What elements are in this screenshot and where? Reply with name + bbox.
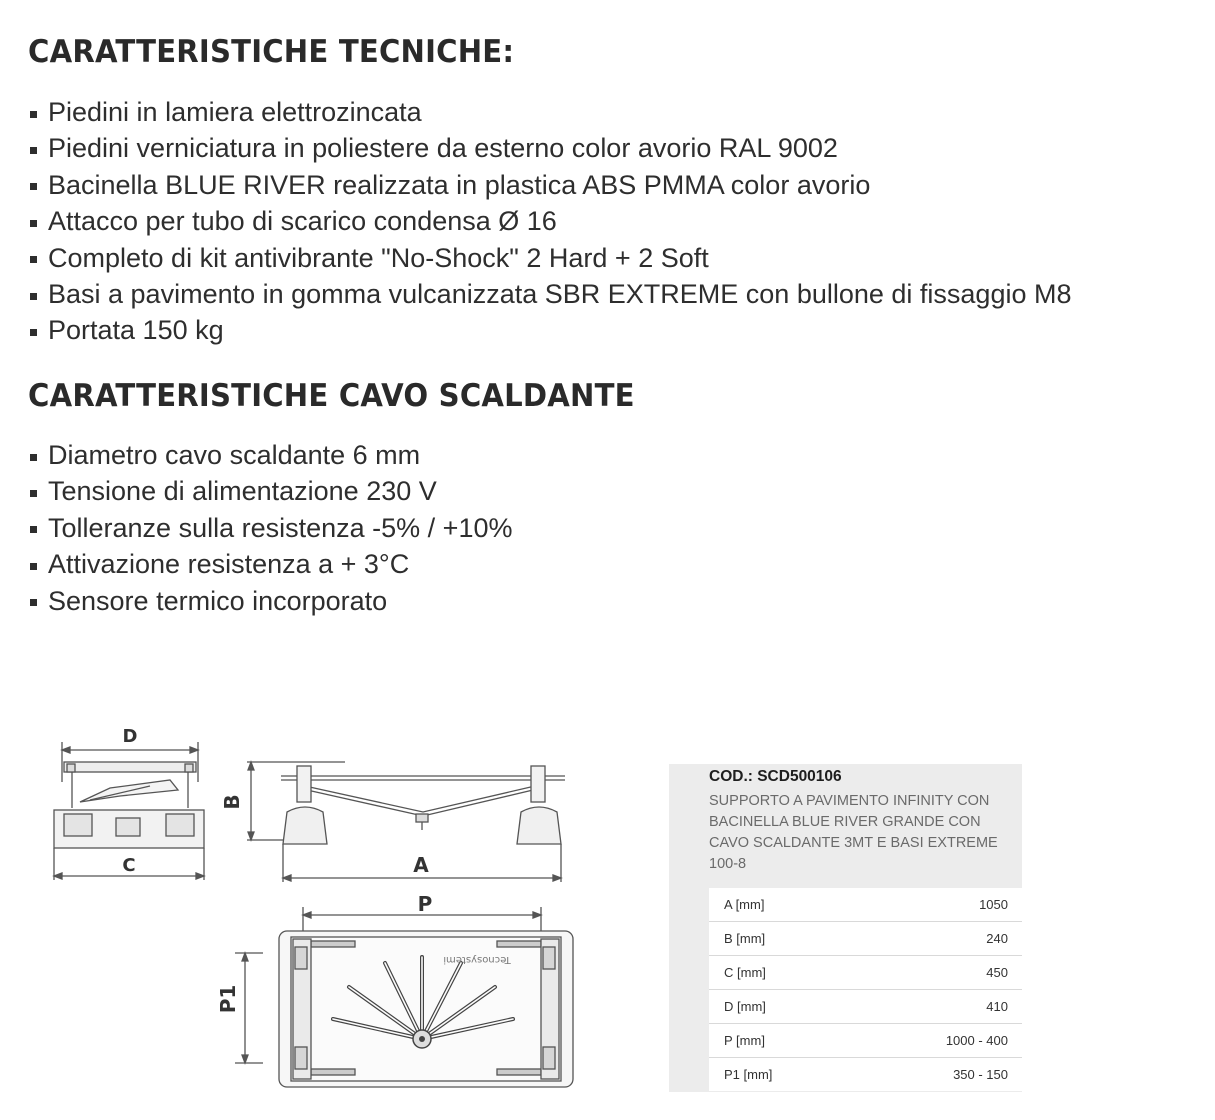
product-code: COD.: SCD500106	[709, 768, 842, 785]
bullet-icon	[30, 293, 37, 300]
tech-feature-item	[28, 276, 1071, 312]
cable-feature-item	[28, 473, 512, 509]
tech-feature-item	[28, 167, 1071, 203]
dim-label-b: B	[220, 794, 244, 810]
tech-feature-item	[28, 94, 1071, 130]
cable-feature-item	[28, 510, 512, 546]
dimension-label: A [mm]	[709, 888, 851, 922]
cable-feature-item	[28, 546, 512, 582]
tech-feature-item	[28, 312, 1071, 348]
bullet-icon	[30, 490, 37, 497]
feature-text: Attacco per tubo di scarico condensa Ø 16	[48, 206, 557, 237]
dimension-value: 450	[851, 956, 1022, 990]
dimension-value: 1050	[851, 888, 1022, 922]
table-row	[709, 956, 1022, 990]
dimension-value: 410	[851, 990, 1022, 1024]
dimension-value: 350 - 150	[953, 1067, 1008, 1082]
top-view-drawing	[215, 893, 575, 1093]
bullet-icon	[30, 454, 37, 461]
feature-text: Basi a pavimento in gomma vulcanizzata SBR EXTREME con bullone di fissaggio M8	[48, 278, 1072, 309]
product-description: SUPPORTO A PAVIMENTO INFINITY CON BACINELLA BLUE RIVER GRANDE CON CAVO SCALDANTE 3MT E BASI EXTREME 100-8	[709, 793, 998, 872]
dim-label-p1: P1	[216, 984, 240, 1014]
table-row	[709, 1058, 1022, 1092]
tech-feature-item	[28, 240, 1071, 276]
dimension-value: 240	[851, 922, 1022, 956]
dimension-label: B [mm]	[709, 922, 851, 956]
table-row	[709, 1024, 1022, 1058]
cable-feature-item	[28, 437, 512, 473]
tech-feature-item	[28, 130, 1071, 166]
side-view-drawing	[50, 722, 210, 884]
bullet-icon	[30, 256, 37, 263]
bullet-icon	[30, 147, 37, 154]
dimension-label: C [mm]	[709, 956, 851, 990]
cable-feature-item	[28, 583, 512, 619]
feature-text: Diametro cavo scaldante 6 mm	[48, 440, 421, 470]
bullet-icon	[30, 599, 37, 606]
feature-text: Attivazione resistenza a + 3°C	[48, 549, 410, 580]
front-view-drawing	[215, 756, 570, 884]
dimension-label: P [mm]	[709, 1024, 851, 1058]
feature-text: Tensione di alimentazione 230 V	[48, 476, 437, 507]
feature-text: Completo di kit antivibrante "No-Shock" 2 Hard + 2 Soft	[48, 242, 709, 273]
bullet-icon	[30, 329, 37, 336]
bullet-icon	[30, 563, 37, 570]
dim-label-p: P	[417, 893, 433, 916]
dim-label-a: A	[413, 853, 429, 877]
tech-specs-heading: CARATTERISTICHE TECNICHE:	[28, 34, 515, 70]
dim-label-c: C	[122, 855, 136, 876]
brand-logo-text: Tecnosystemi	[443, 954, 511, 965]
tech-specs-list	[28, 94, 1071, 349]
cable-specs-heading: CARATTERISTICHE CAVO SCALDANTE	[28, 378, 635, 414]
feature-text: Bacinella BLUE RIVER realizzata in plastica ABS PMMA color avorio	[48, 169, 871, 200]
feature-text: Tolleranze sulla resistenza -5% / +10%	[48, 512, 513, 543]
table-row	[709, 990, 1022, 1024]
table-row	[709, 922, 1022, 956]
cable-specs-list	[28, 437, 512, 619]
product-spec-panel	[669, 764, 1022, 1092]
feature-text: Sensore termico incorporato	[48, 585, 388, 616]
table-row	[709, 888, 1022, 922]
tech-feature-item	[28, 203, 1071, 239]
feature-text: Portata 150 kg	[48, 315, 224, 346]
dimension-label: P1 [mm]	[724, 1067, 773, 1082]
bullet-icon	[30, 220, 37, 227]
bullet-icon	[30, 111, 37, 118]
dimension-label: D [mm]	[709, 990, 851, 1024]
bullet-icon	[30, 526, 37, 533]
dim-label-d: D	[122, 726, 138, 747]
feature-text: Piedini in lamiera elettrozincata	[48, 97, 422, 127]
dimensions-table	[709, 888, 1022, 1091]
dimension-value: 1000 - 400	[851, 1024, 1022, 1058]
bullet-icon	[30, 183, 37, 190]
feature-text: Piedini verniciatura in poliestere da esterno color avorio RAL 9002	[48, 133, 838, 164]
